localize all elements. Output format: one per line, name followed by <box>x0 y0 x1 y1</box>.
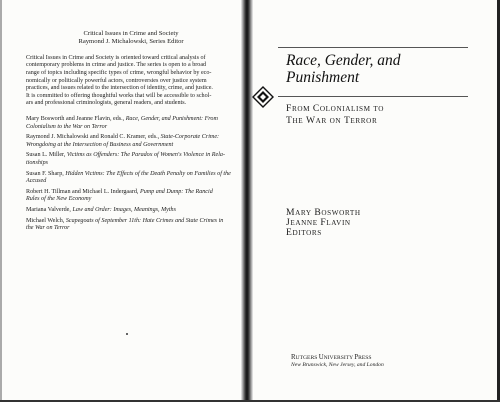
title-rule-bottom <box>278 96 468 97</box>
book-authors: Robert H. Tillman and Michael L. Indergaard, <box>26 188 139 195</box>
book-title: Scapegoats of September 11th: Hate Crimes and State Crimes in <box>65 217 224 224</box>
publisher-name: RUTGERS UNIVERSITY PRESS <box>291 354 372 361</box>
book-authors: Raymond J. Michalowski and Ronald C. Kramer, eds., <box>26 134 160 141</box>
subtitle-line: THE WAR ON TERROR <box>286 115 378 126</box>
book-entry <box>26 134 236 149</box>
series-editor: Raymond J. Michalowski, Series Editor <box>78 38 184 46</box>
intro-line: nomically or politically powerful actors, controversies over justice system <box>26 77 207 84</box>
book-authors: Mary Bosworth and Jeanne Flavin, eds., <box>26 115 125 122</box>
publisher-block <box>291 354 471 369</box>
title-line: Race, Gender, and <box>286 52 401 69</box>
book-entry <box>26 189 236 204</box>
book-title: Pump and Dump: The Rancid <box>139 188 213 195</box>
book-title: Law and Order: Images, Meanings, Myths <box>72 206 176 213</box>
series-header <box>26 30 236 47</box>
intro-line: contemporary problems in crime and justice. The series is open to a broad <box>26 62 207 69</box>
book-entry <box>26 171 236 186</box>
book-list <box>26 116 236 233</box>
book-entry <box>26 207 236 215</box>
intro-line: ars and professional criminologists, general readers, and students. <box>26 100 187 107</box>
book-title-cont: Rules of the New Economy <box>26 196 92 203</box>
left-page <box>26 30 236 236</box>
book-title: Race, Gender, and Punishment: From <box>125 115 218 122</box>
intro-line: range of topics including specific types of crime, wrongful behavior by eco- <box>26 70 212 76</box>
book-subtitle <box>286 103 476 127</box>
title-line: Punishment <box>286 69 360 86</box>
page-edge-left <box>0 0 2 402</box>
editor-name: JEANNE FLAVIN <box>286 217 351 228</box>
book-title-cont: the War on Terror <box>26 225 70 232</box>
editors-label: EDITORS <box>286 227 322 238</box>
book-authors: Michael Welch, <box>26 217 65 224</box>
editor-name: MARY BOSWORTH <box>286 207 361 218</box>
book-gutter <box>241 0 253 402</box>
book-title-cont: Colonialism to the War on Terror <box>26 123 108 130</box>
page-mark <box>126 333 128 335</box>
series-description <box>26 55 236 108</box>
book-title-cont: Accused <box>26 178 47 185</box>
book-title: Hidden Victims: The Effects of the Death Penalty on Families of the <box>65 170 231 177</box>
intro-line: It is committed to offering thoughtful works that will be accessible to schol- <box>26 92 212 99</box>
intro-line: Critical Issues in Crime and Society is oriented toward critical analysis of <box>26 54 206 61</box>
series-title: Critical Issues in Crime and Society <box>83 30 179 37</box>
book-authors: Susan F. Sharp, <box>26 170 64 177</box>
book-authors: Mariana Valverde, <box>26 206 71 213</box>
title-rule-top <box>278 47 468 48</box>
book-title-cont: tionships <box>26 159 49 166</box>
publisher-location: New Brunswick, New Jersey, and London <box>291 362 384 368</box>
editors-block <box>286 208 476 238</box>
book-entry <box>26 152 236 167</box>
book-title-main <box>286 52 466 86</box>
intro-line: practices, and issues related to the intersection of identity, crime, and justice. <box>26 85 213 92</box>
subtitle-line: FROM COLONIALISM TO <box>286 103 384 114</box>
book-title-cont: Wrongdoing at the Intersection of Business and Government <box>26 141 174 148</box>
book-entry <box>26 218 236 233</box>
book-entry <box>26 116 236 131</box>
book-authors: Susan L. Miller, <box>26 152 66 159</box>
book-title: Victims as Offenders: The Paradox of Women's Violence in Rela- <box>66 152 225 159</box>
book-title: State-Corporate Crime: <box>160 134 220 141</box>
diamond-logo-icon <box>252 86 274 108</box>
